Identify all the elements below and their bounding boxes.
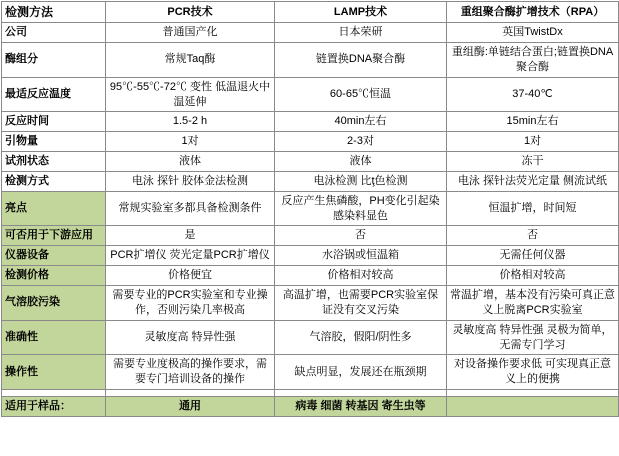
row-cell: 常规实验室多都具备检测条件 [106,191,275,226]
table-row [2,286,619,321]
row-cell: 灵敏度高 特异性强 灵极为简单，无需专门学习 [447,320,619,355]
row-label: 准确性 [2,320,106,355]
row-cell: 水浴锅或恒温箱 [275,246,447,266]
row-cell: 缺点明显，发展还在瓶颈期 [275,355,447,390]
footer-cell: 通用 [106,397,275,417]
row-label: 操作性 [2,355,106,390]
row-cell: 高温扩增，也需要PCR实验室保证没有交叉污染 [275,286,447,321]
row-cell: 链置换DNA聚合酶 [275,43,447,78]
row-cell: 95℃-55℃-72℃ 变性 低温退火中温延伸 [106,77,275,112]
row-label: 反应时间 [2,112,106,132]
comparison-table [1,1,619,417]
row-label: 引物量 [2,132,106,152]
column-header-lamp: LAMP技术 [275,2,447,23]
row-cell: 气溶胶，假阳/阴性多 [275,320,447,355]
row-cell: 电泳检测 比ţ色检测 [275,171,447,191]
row-cell: 37-40℃ [447,77,619,112]
table-row [2,266,619,286]
table-spacer-row [2,390,619,397]
row-cell: 冻干 [447,152,619,172]
table-row [2,77,619,112]
column-header-method: 检测方法 [2,2,106,23]
row-cell: 对设备操作要求低 可实现真正意义上的便携 [447,355,619,390]
row-cell: 40min左右 [275,112,447,132]
table-row [2,132,619,152]
row-cell: 60-65℃恒温 [275,77,447,112]
row-cell: 是 [106,226,275,246]
table-row [2,226,619,246]
table-row [2,152,619,172]
row-cell: 价格便宜 [106,266,275,286]
row-cell: 无需任何仪器 [447,246,619,266]
spacer-cell [447,390,619,397]
row-cell: 15min左右 [447,112,619,132]
table-row [2,43,619,78]
column-header-pcr: PCR技术 [106,2,275,23]
row-cell: 日本荣研 [275,23,447,43]
row-label: 亮点 [2,191,106,226]
row-cell: 否 [447,226,619,246]
row-cell: 价格相对较高 [447,266,619,286]
row-label: 可否用于下游应用 [2,226,106,246]
row-cell: 电泳 探针法荧光定量 侧流试纸 [447,171,619,191]
row-cell: 普通国产化 [106,23,275,43]
footer-cell [447,397,619,417]
row-label: 酶组分 [2,43,106,78]
spacer-cell [2,390,106,397]
row-cell: 重组酶:单链结合蛋白;链置换DNA聚合酶 [447,43,619,78]
row-cell: 价格相对较高 [275,266,447,286]
row-cell: 需要专业度极高的操作要求，需要专门培训设备的操作 [106,355,275,390]
row-label: 试剂状态 [2,152,106,172]
row-cell: 1对 [106,132,275,152]
spacer-cell [275,390,447,397]
row-label: 公司 [2,23,106,43]
row-cell: 电泳 探针 胶体金法检测 [106,171,275,191]
row-cell: 1.5-2 h [106,112,275,132]
footer-cell: 病毒 细菌 转基因 寄生虫等 [275,397,447,417]
table-row [2,355,619,390]
table-row [2,246,619,266]
row-label: 最适反应温度 [2,77,106,112]
table-row [2,320,619,355]
row-label: 气溶胶污染 [2,286,106,321]
spacer-cell [106,390,275,397]
row-cell: 需要专业的PCR实验室和专业操作，否则污染几率极高 [106,286,275,321]
column-header-rpa: 重组聚合酶扩增技术（RPA） [447,2,619,23]
row-cell: 2-3对 [275,132,447,152]
table-row [2,112,619,132]
row-cell: 恒温扩增，时间短 [447,191,619,226]
row-cell: 常温扩增，基本没有污染可真正意义上脱离PCR实验室 [447,286,619,321]
table-row [2,23,619,43]
table-footer-row [2,397,619,417]
row-cell: 否 [275,226,447,246]
row-label: 检测方式 [2,171,106,191]
row-cell: 英国TwistDx [447,23,619,43]
table-row [2,191,619,226]
row-cell: 常规Taq酶 [106,43,275,78]
row-cell: 1对 [447,132,619,152]
row-cell: 液体 [275,152,447,172]
row-cell: PCR扩增仪 荧光定量PCR扩增仪 [106,246,275,266]
row-cell: 反应产生焦磷酸，PH变化引起染感染料显色 [275,191,447,226]
row-label: 检测价格 [2,266,106,286]
row-cell: 液体 [106,152,275,172]
row-label: 仪器设备 [2,246,106,266]
row-cell: 灵敏度高 特异性强 [106,320,275,355]
table-row [2,171,619,191]
table-header-row [2,2,619,23]
footer-label: 适用于样品： [2,397,106,417]
